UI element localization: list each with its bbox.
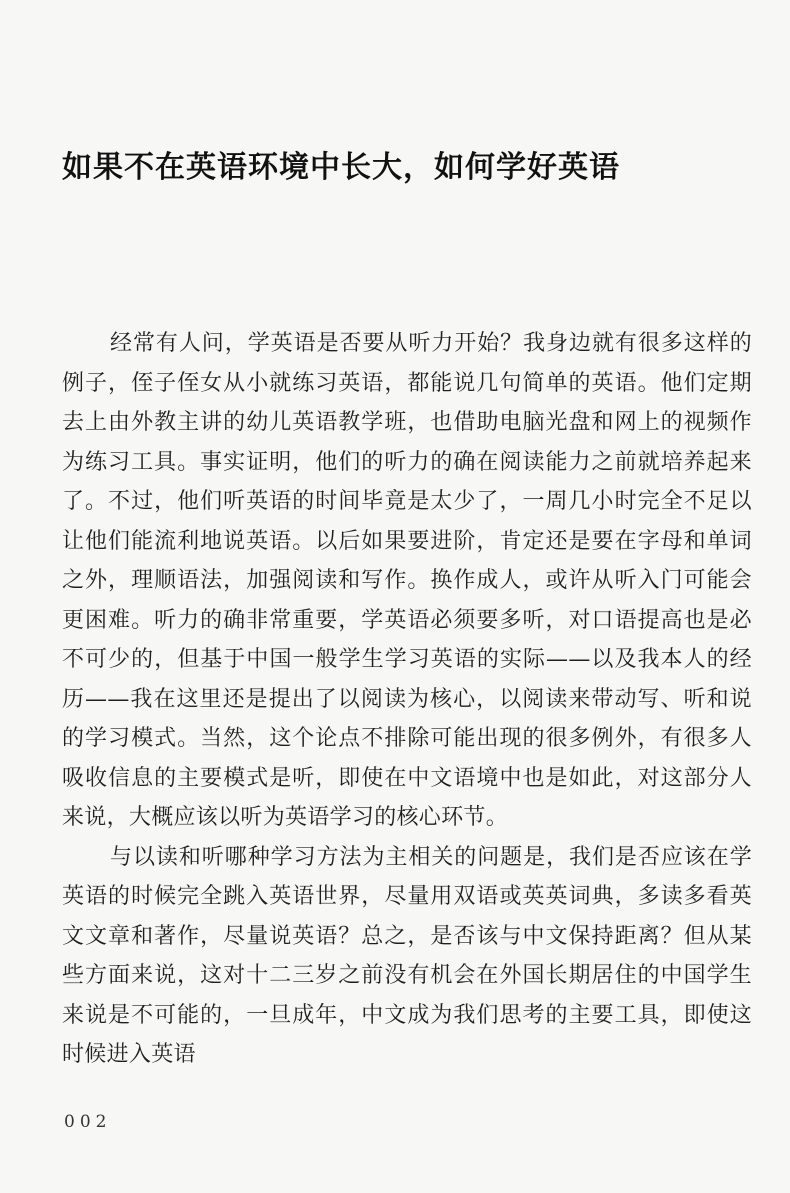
- chapter-title: 如果不在英语环境中长大，如何学好英语: [62, 150, 620, 186]
- page-number: 002: [64, 1112, 112, 1132]
- paragraph-1: 经常有人问，学英语是否要从听力开始？我身边就有很多这样的例子，侄子侄女从小就练习英语，都能说几句简单的英语。他们定期去上由外教主讲的幼儿英语教学班，也借助电脑光盘和网上的视频作为练习工具。事实证明，他们的听力的确在阅读能力之前就培养起来了。不过，他们听英语的时间毕竟是太少了，一周几小时完全不足以让他们能流利地说英语。以后如果要进阶，肯定还是要在字母和单词之外，理顺语法，加强阅读和写作。换作成人，或许从听入门可能会更困难。听力的确非常重要，学英语必须要多听，对口语提高也是必不可少的，但基于中国一般学生学习英语的实际——以及我本人的经历——我在这里还是提出了以阅读为核心，以阅读来带动写、听和说的学习模式。当然，这个论点不排除可能出现的很多例外，有很多人吸收信息的主要模式是听，即使在中文语境中也是如此，对这部分人来说，大概应该以听为英语学习的核心环节。: [62, 331, 752, 830]
- body-text: [62, 324, 752, 1075]
- paragraph-2: 与以读和听哪种学习方法为主相关的问题是，我们是否应该在学英语的时候完全跳入英语世界，尽量用双语或英英词典，多读多看英文文章和著作，尽量说英语？总之，是否该与中文保持距离？但从某些方面来说，这对十二三岁之前没有机会在外国长期居住的中国学生来说是不可能的，一旦成年，中文成为我们思考的主要工具，即使这时候进入英语: [62, 844, 752, 1067]
